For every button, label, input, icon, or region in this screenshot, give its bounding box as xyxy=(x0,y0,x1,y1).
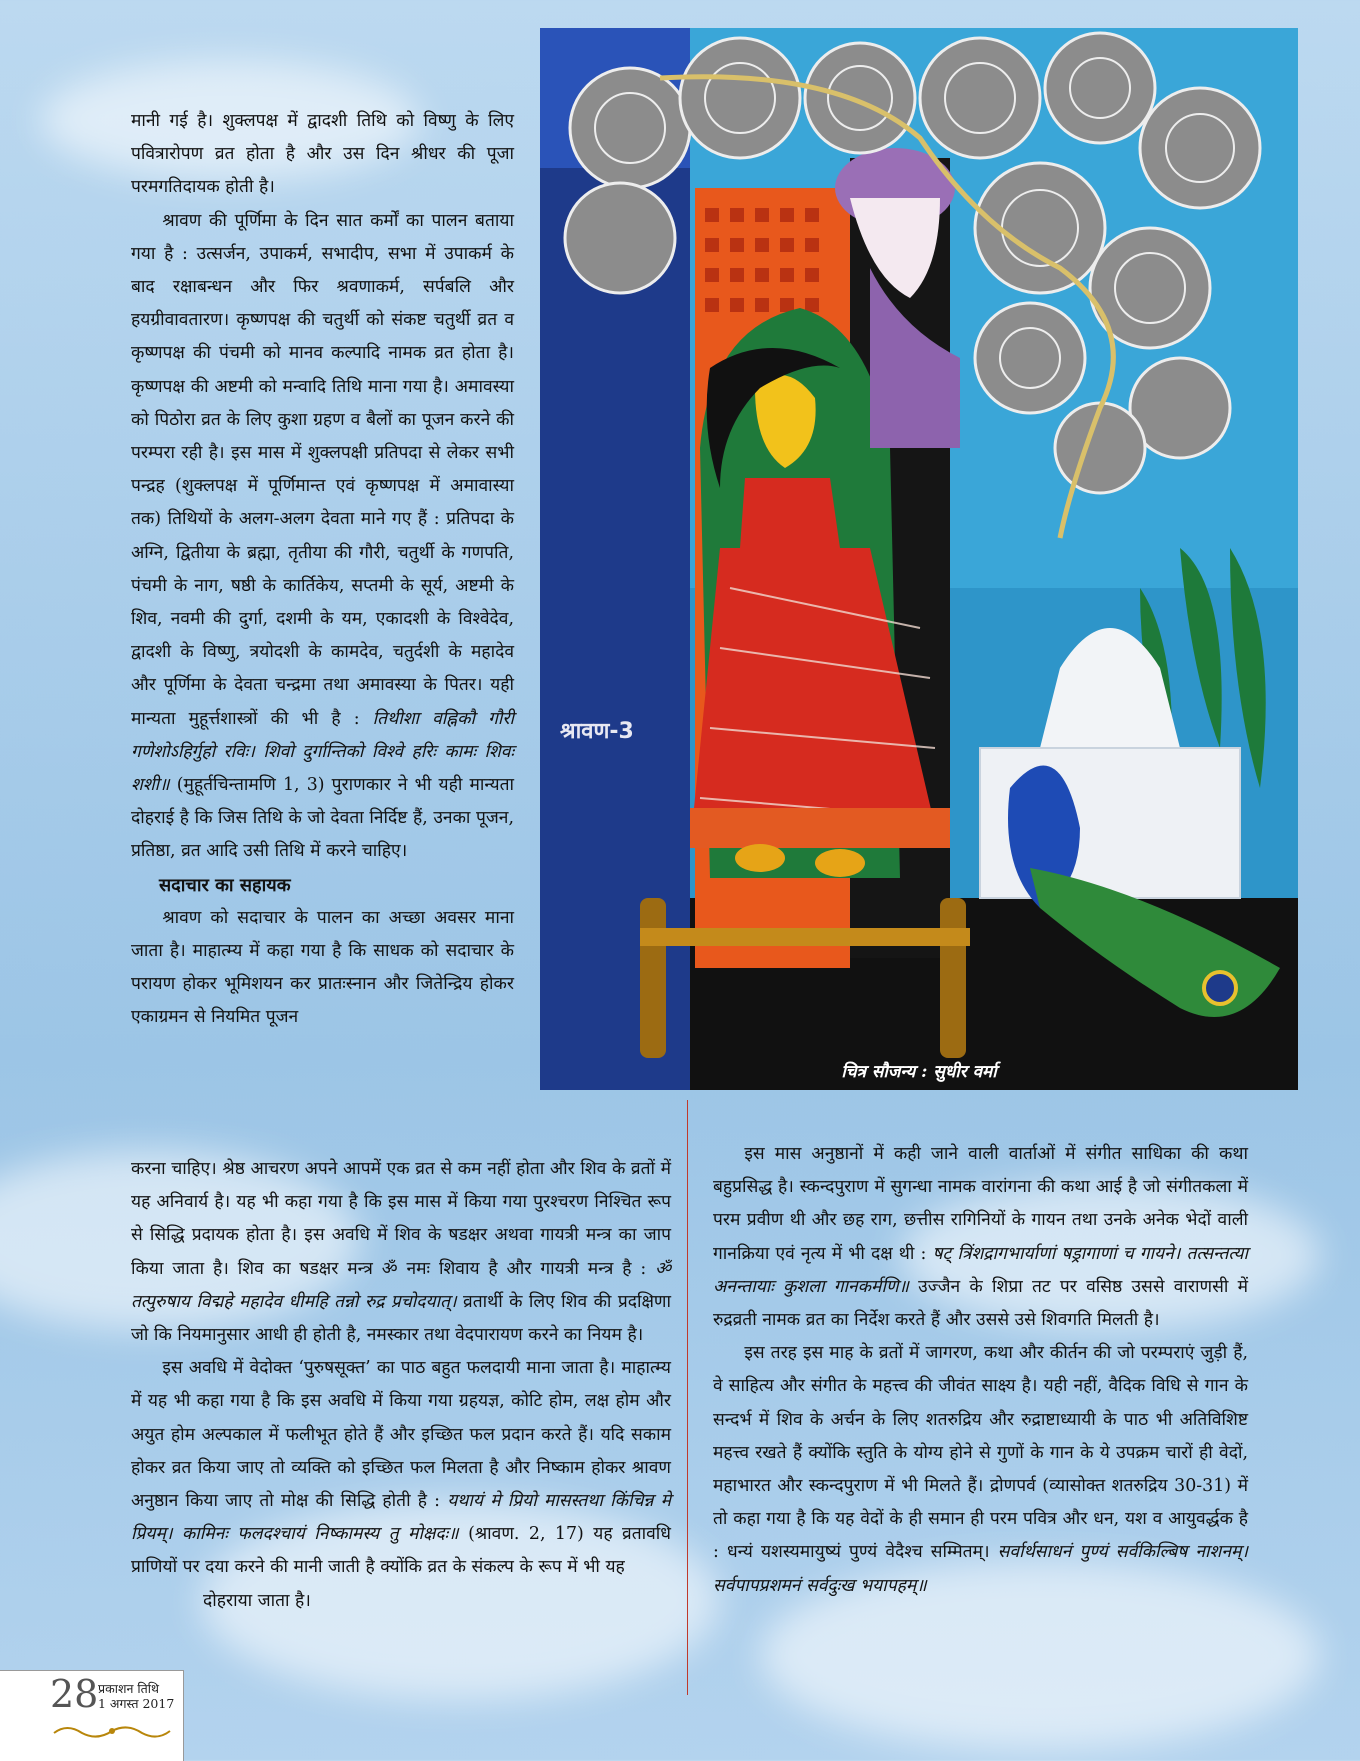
section-heading: सदाचार का सहायक xyxy=(159,874,291,896)
right-column xyxy=(713,1138,1248,1603)
sanskrit-quote: ॐ तत्पुरुषाय विद्महे महादेव धीमहि तन्नो रुद्र प्रचोदयात्। xyxy=(131,1258,671,1312)
page-number: 28 xyxy=(50,1672,99,1716)
sanskrit-quote: षट् त्रिंशद्रागभार्याणां षड्रागाणां च गायने। तत्सन्तत्या अनन्तायाः कुशला गानकर्मणि॥ xyxy=(713,1243,1248,1297)
sanskrit-quote: सर्वार्थसाधनं पुण्यं सर्वकिल्बिष नाशनम्। सर्वपापप्रशमनं सर्वदुःख भयापहम्॥ xyxy=(713,1542,1249,1596)
paragraph: करना चाहिए। श्रेष्ठ आचरण अपने आपमें एक व्रत से कम नहीं होता और शिव के व्रतों में यह अनिवार्य है। यह भी कहा गया है कि इस मास में किया गया पुरश्चरण निश्चित रूप से सिद्धि प्रदायक होता है। इस अवधि में शिव के षडक्षर अथवा गायत्री मन्त्र का जाप किया जाता है। शिव का षडक्षर मन्त्र ॐ नमः शिवाय है और गायत्री मन्त्र है : ॐ तत्पुरुषाय विद्महे महादेव धीमहि तन्नो रुद्र प्रचोदयात्। व्रतार्थी के लिए शिव की प्रदक्षिणा जो कि नियमानुसार आधी ही होती है, नमस्कार तथा वेदपारायण करने का नियम है। xyxy=(131,1159,671,1346)
paragraph: श्रावण को सदाचार के पालन का अच्छा अवसर माना जाता है। माहात्म्य में कहा गया है कि साधक को सदाचार के परायण होकर भूमिशयन कर प्रातःस्नान और जितेन्द्रिय होकर एकाग्रमन से नियमित पूजन xyxy=(131,907,514,1028)
painting xyxy=(540,28,1298,1090)
painting-artwork xyxy=(540,28,1298,1090)
sanskrit-quote: यथायं मे प्रियो मासस्तथा किंचिन्न मे प्रियम्। कामिनः फलदश्चायं निष्कामस्य तु मोक्षदः॥ xyxy=(131,1491,671,1545)
paragraph: दोहराया जाता है। xyxy=(203,1590,311,1611)
column-divider xyxy=(687,1100,688,1695)
bottom-left-column xyxy=(131,1153,671,1618)
paragraph: इस मास अनुष्ठानों में कही जाने वाली वार्ताओं में संगीत साधिका की कथा बहुप्रसिद्ध है। स्कन्दपुराण में सुगन्धा नामक वारांगना की कथा आई है जो संगीतकला में परम प्रवीण थी और छह राग, छत्तीस रागिनियों के गायन तथा उनके अनेक भेदों वाली गानक्रिया एवं नृत्य में भी दक्ष थी : षट् त्रिंशद्रागभार्याणां षड्रागाणां च गायने। तत्सन्तत्या अनन्तायाः कुशला गानकर्मणि॥ उज्जैन के शिप्रा तट पर वसिष्ठ उससे वाराणसी में रुद्रव्रती नामक व्रत का निर्देश करते हैं और उससे उसे शिवगति मिलती है। xyxy=(713,1144,1248,1331)
sanskrit-quote: तिथीशा वह्निकौ गौरी गणेशोऽहिर्गुहो रविः। शिवो दुर्गान्तिको विश्वे हरिः कामः शिवः शशी॥ xyxy=(131,708,514,796)
paragraph: इस अवधि में वेदोक्त ‘पुरुषसूक्त’ का पाठ बहुत फलदायी माना जाता है। माहात्म्य में यह भी कहा गया है कि इस अवधि में किया गया ग्रहयज्ञ, कोटि होम, लक्ष होम और अयुत होम अल्पकाल में फलीभूत होते हैं और इच्छित फल प्रदान करते हैं। यदि सकाम होकर व्रत किया जाए तो व्यक्ति को इच्छित फल मिलता है और निष्काम होकर श्रावण अनुष्ठान किया जाए तो मोक्ष की सिद्धि होती है : यथायं मे प्रियो मासस्तथा किंचिन्न मे प्रियम्। कामिनः फलदश्चायं निष्कामस्य तु मोक्षदः॥ (श्रावण. 2, 17) यह व्रतावधि प्राणियों पर दया करने की मानी जाती है क्योंकि व्रत के संकल्प के रूप में भी यह xyxy=(131,1358,671,1578)
ornament-icon xyxy=(52,1721,172,1741)
paragraph: इस तरह इस माह के व्रतों में जागरण, कथा और कीर्तन की जो परम्पराएं जुड़ी हैं, वे साहित्य और संगीत के महत्त्व की जीवंत साक्ष्य है। यही नहीं, वैदिक विधि से गान के सन्दर्भ में शिव के अर्चन के लिए शतरुद्रिय और रुद्राष्टाध्यायी के पाठ भी अतिविशिष्ट महत्त्व रखते हैं क्योंकि स्तुति के योग्य होने से गुणों के गान के ये उपक्रम चारों ही वेदों, महाभारत और स्कन्दपुराण में भी मिलते हैं। द्रोणपर्व (व्यासोक्त शतरुद्रिय 30-31) में तो कहा गया है कि यह वेदों के ही समान ही परम पवित्र और धन, यश व आयुवर्द्धक है : धन्यं यशस्यमायुष्यं पुण्यं वेदैश्च सम्मितम्। सर्वार्थसाधनं पुण्यं सर्वकिल्बिष नाशनम्। सर्वपापप्रशमनं सर्वदुःख भयापहम्॥ xyxy=(713,1343,1249,1596)
publication-date: 1 अगस्त 2017 xyxy=(98,1696,175,1711)
paragraph: मानी गई है। शुक्लपक्ष में द्वादशी तिथि को विष्णु के लिए पवित्रारोपण व्रत होता है और उस दिन श्रीधर की पूजा परमगतिदायक होती है। xyxy=(131,111,514,198)
painting-inscription: श्रावण-3 xyxy=(560,719,634,744)
publication-label: प्रकाशन तिथि xyxy=(98,1681,159,1696)
left-column xyxy=(131,105,514,1034)
paragraph: श्रावण की पूर्णिमा के दिन सात कर्मों का पालन बताया गया है : उत्सर्जन, उपाकर्म, सभादीप, सभा में उपाकर्म के बाद रक्षाबन्धन और फिर श्रवणाकर्म, सर्पबलि और हयग्रीवावतारण। कृष्णपक्ष की चतुर्थी को संकष्ट चतुर्थी व्रत व कृष्णपक्ष की पंचमी को मानव कल्पादि नामक व्रत होता है। कृष्णपक्ष की अष्टमी को मन्वादि तिथि माना गया है। अमावस्या को पिठोरा व्रत के लिए कुशा ग्रहण व बैलों का पूजन करने की परम्परा रही है। इस मास में शुक्लपक्षी प्रतिपदा से लेकर सभी पन्द्रह (शुक्लपक्ष में पूर्णिमान्त एवं कृष्णपक्ष में अमावास्या तक) तिथियों के अलग-अलग देवता माने गए हैं : प्रतिपदा के अग्नि, द्वितीया के ब्रह्मा, तृतीया की गौरी, चतुर्थी के गणपति, पंचमी के नाग, षष्ठी के कार्तिकेय, सप्तमी के सूर्य, अष्टमी के शिव, नवमी की दुर्गा, दशमी के यम, एकादशी के विश्वेदेव, द्वादशी के विष्णु, त्रयोदशी के कामदेव, चतुर्दशी के महादेव और पूर्णिमा के देवता चन्द्रमा तथा अमावस्या के पितर। यही मान्यता मुहूर्त्तशास्त्रों की भी है : तिथीशा वह्निकौ गौरी गणेशोऽहिर्गुहो रविः। शिवो दुर्गान्तिको विश्वे हरिः कामः शिवः शशी॥ (मुहूर्तचिन्तामणि 1, 3) पुराणकार ने भी यही मान्यता दोहराई है कि जिस तिथि के जो देवता निर्दिष्ट हैं, उनका पूजन, प्रतिष्ठा, व्रत आदि उसी तिथि में करने चाहिए। xyxy=(131,210,514,862)
image-caption: चित्र सौजन्य : सुधीर वर्मा xyxy=(841,1062,997,1082)
